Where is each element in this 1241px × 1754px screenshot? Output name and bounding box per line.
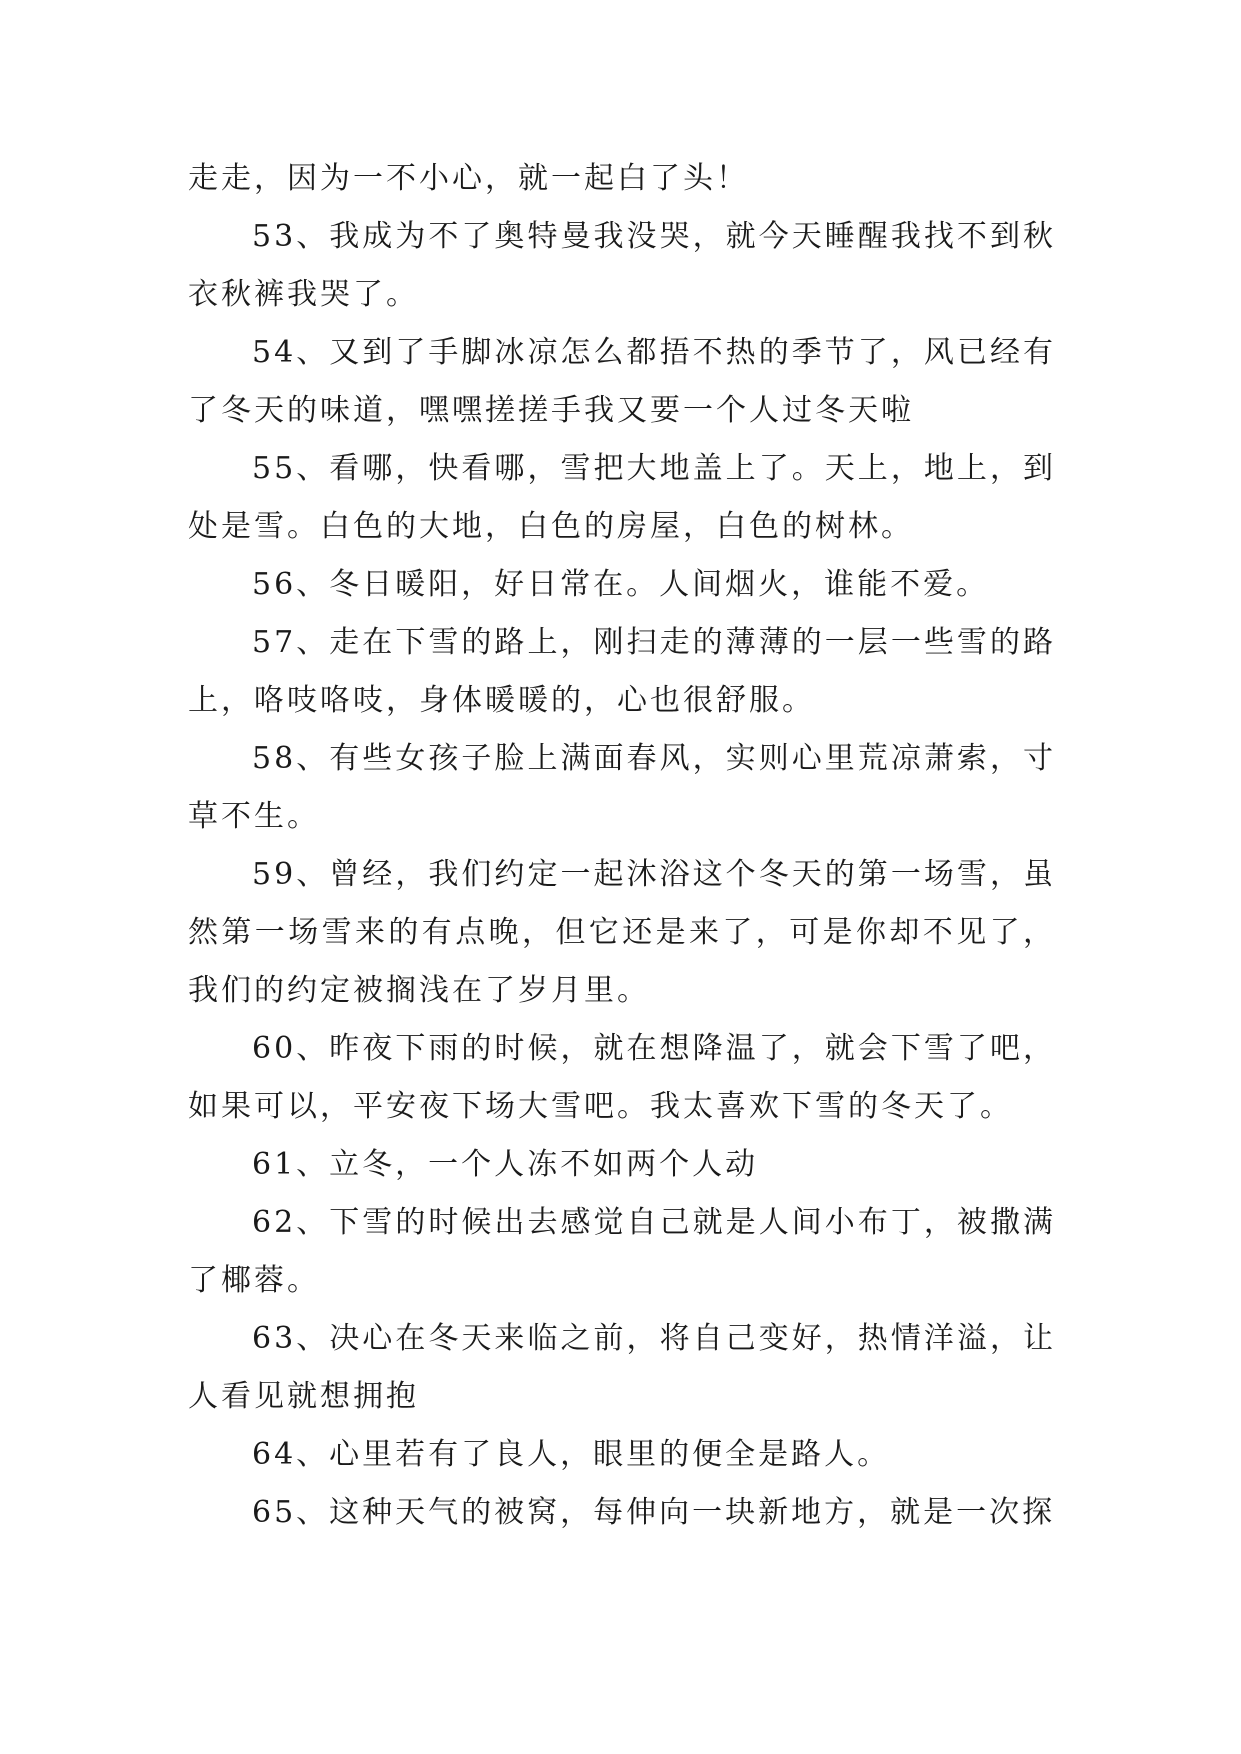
paragraph-61: 61、立冬，一个人冻不如两个人动 <box>252 1147 759 1182</box>
paragraph-55: 55、看哪，快看哪，雪把大地盖上了。天上，地上，到处是雪。白色的大地，白色的房屋，白色的树林。 <box>188 451 1056 544</box>
paragraph-59: 59、曾经，我们约定一起沐浴这个冬天的第一场雪，虽然第一场雪来的有点晚，但它还是来了，可是你却不见了，我们的约定被搁浅在了岁月里。 <box>188 857 1056 1008</box>
paragraph-56: 56、冬日暖阳，好日常在。人间烟火，谁能不爱。 <box>252 567 990 602</box>
paragraph-58: 58、有些女孩子脸上满面春风，实则心里荒凉萧索，寸草不生。 <box>188 741 1056 834</box>
paragraph-54: 54、又到了手脚冰凉怎么都捂不热的季节了，风已经有了冬天的味道，嘿嘿搓搓手我又要一个人过冬天啦 <box>188 335 1056 428</box>
paragraph-continuation: 走走，因为一不小心，就一起白了头！ <box>188 161 749 196</box>
paragraph-64: 64、心里若有了良人，眼里的便全是路人。 <box>252 1437 891 1472</box>
paragraph-62: 62、下雪的时候出去感觉自己就是人间小布丁，被撒满了椰蓉。 <box>188 1205 1056 1298</box>
paragraph-53: 53、我成为不了奥特曼我没哭，就今天睡醒我找不到秋衣秋裤我哭了。 <box>188 219 1056 312</box>
document-body <box>188 150 1056 1542</box>
paragraph-63: 63、决心在冬天来临之前，将自己变好，热情洋溢，让人看见就想拥抱 <box>188 1321 1056 1414</box>
paragraph-65: 65、这种天气的被窝，每伸向一块新地方，就是一次探 <box>252 1495 1056 1530</box>
paragraph-60: 60、昨夜下雨的时候，就在想降温了，就会下雪了吧，如果可以，平安夜下场大雪吧。我太喜欢下雪的冬天了。 <box>188 1031 1056 1124</box>
paragraph-57: 57、走在下雪的路上，刚扫走的薄薄的一层一些雪的路上，咯吱咯吱，身体暖暖的，心也很舒服。 <box>188 625 1056 718</box>
